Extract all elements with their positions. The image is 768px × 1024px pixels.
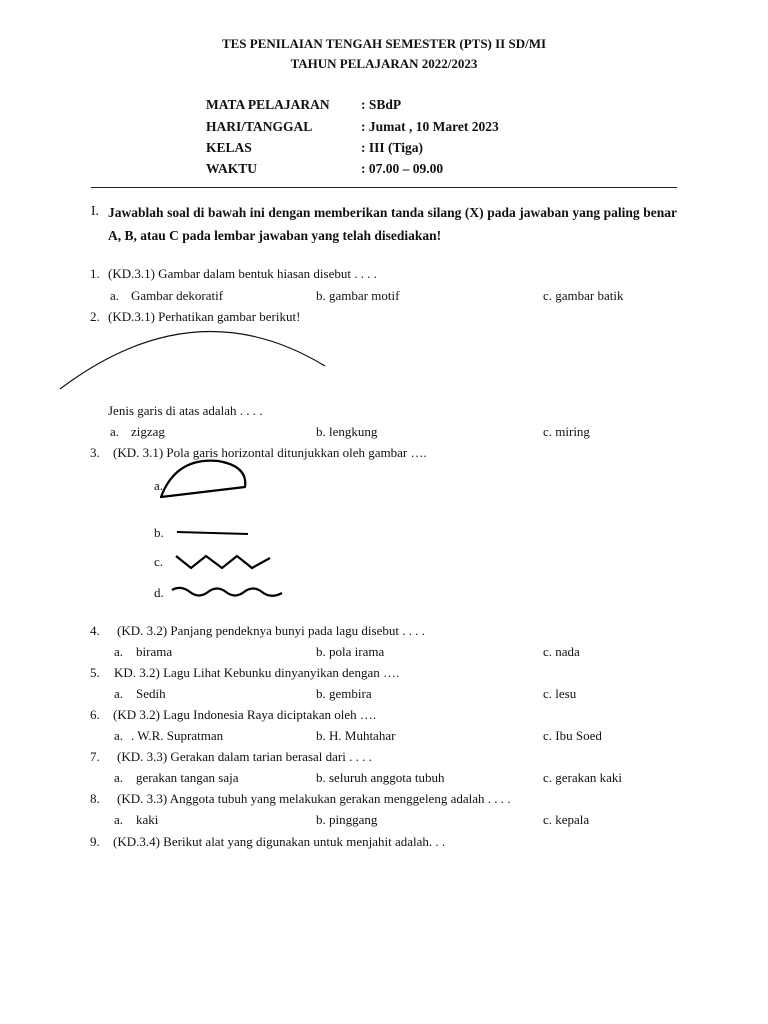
option-c: c. gambar batik <box>543 288 624 303</box>
option-a-label: a. <box>114 644 124 659</box>
option-b: b. pola irama <box>316 644 385 659</box>
option-b: b. gambar motif <box>316 288 400 303</box>
question-text: (KD. 3.1) Pola garis horizontal ditunjukkan oleh gambar …. <box>113 445 427 460</box>
option-b: b. lengkung <box>316 424 378 439</box>
wavy-line-figure <box>172 588 282 596</box>
option-a: zigzag <box>131 424 165 439</box>
question-number: 8. <box>90 791 100 806</box>
academic-year: TAHUN PELAJARAN 2022/2023 <box>290 56 478 71</box>
question-text: (KD.3.4) Berikut alat yang digunakan untuk menjahit adalah. . . <box>113 834 446 849</box>
question-text: KD. 3.2) Lagu Lihat Kebunku dinyanyikan dengan …. <box>114 665 400 680</box>
section-number: I. <box>91 203 99 218</box>
option-b: b. seluruh anggota tubuh <box>316 770 445 785</box>
question-number: 7. <box>90 749 100 764</box>
meta-value-time: : 07.00 – 09.00 <box>361 161 444 176</box>
meta-key-subject: MATA PELAJARAN <box>206 97 330 112</box>
option-b: b. pinggang <box>316 812 378 827</box>
option-a: kaki <box>136 812 159 827</box>
option-a-label: a. <box>110 288 120 303</box>
question-number: 6. <box>90 707 100 722</box>
meta-value-class: : III (Tiga) <box>361 140 424 155</box>
picture-option-d-label: d. <box>154 585 164 600</box>
question-text: (KD. 3.2) Panjang pendeknya bunyi pada lagu disebut . . . . <box>117 623 425 638</box>
option-c: c. Ibu Soed <box>543 728 602 743</box>
question-number: 5. <box>90 665 100 680</box>
question-number: 2. <box>90 309 100 324</box>
option-c: c. miring <box>543 424 590 439</box>
option-a-label: a. <box>114 728 124 743</box>
option-b: b. gembira <box>316 686 372 701</box>
option-c: c. nada <box>543 644 580 659</box>
option-a: birama <box>136 644 173 659</box>
option-c: c. kepala <box>543 812 590 827</box>
option-a: Gambar dekoratif <box>131 288 224 303</box>
fan-shape-figure <box>161 461 245 497</box>
question-text: (KD. 3.3) Anggota tubuh yang melakukan gerakan menggeleng adalah . . . . <box>117 791 511 806</box>
meta-key-time: WAKTU <box>206 161 258 176</box>
question-text: (KD 3.2) Lagu Indonesia Raya diciptakan oleh …. <box>113 707 377 722</box>
picture-option-a-label: a. <box>154 478 164 493</box>
question-text: (KD.3.1) Gambar dalam bentuk hiasan disebut . . . . <box>108 266 377 281</box>
question-number: 4. <box>90 623 100 638</box>
question-followup: Jenis garis di atas adalah . . . . <box>108 403 263 418</box>
option-a: Sedih <box>136 686 166 701</box>
question-number: 3. <box>90 445 100 460</box>
picture-option-b-label: b. <box>154 525 164 540</box>
question-number: 1. <box>90 266 100 281</box>
meta-value-date: : Jumat , 10 Maret 2023 <box>361 119 499 134</box>
exam-title: TES PENILAIAN TENGAH SEMESTER (PTS) II SD/MI <box>221 36 547 51</box>
picture-option-c-label: c. <box>154 554 164 569</box>
meta-key-date: HARI/TANGGAL <box>206 119 313 134</box>
horizontal-line-figure <box>177 532 248 534</box>
question-text: (KD.3.1) Perhatikan gambar berikut! <box>108 309 301 324</box>
option-c: c. lesu <box>543 686 577 701</box>
section-instruction: Jawablah soal di bawah ini dengan memberikan tanda silang (X) pada jawaban yang paling benar A, B, atau C pada lembar jawaban yang telah disediakan! <box>108 205 677 243</box>
option-c: c. gerakan kaki <box>543 770 623 785</box>
meta-key-class: KELAS <box>206 140 252 155</box>
option-a: gerakan tangan saja <box>136 770 239 785</box>
curved-line-figure <box>60 332 325 389</box>
question-number: 9. <box>90 834 100 849</box>
option-b: b. H. Muhtahar <box>316 728 396 743</box>
zigzag-line-figure <box>176 556 270 568</box>
option-a-label: a. <box>114 812 124 827</box>
option-a-label: a. <box>110 424 120 439</box>
option-a-label: a. <box>114 770 124 785</box>
meta-value-subject: : SBdP <box>361 97 402 112</box>
question-text: (KD. 3.3) Gerakan dalam tarian berasal dari . . . . <box>117 749 372 764</box>
option-a-label: a. <box>114 686 124 701</box>
option-a: . W.R. Supratman <box>131 728 224 743</box>
